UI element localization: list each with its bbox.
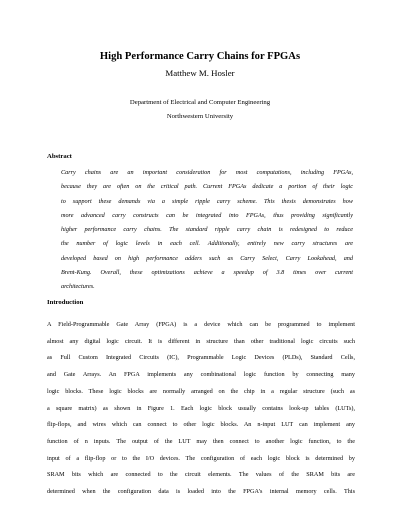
introduction-line: flip-flops, and wires which can connect to other logic blocks. An n-input LUT can implement any bbox=[47, 421, 355, 429]
introduction-body bbox=[47, 317, 355, 501]
introduction-line: as Full Custom Integrated Circuits (IC), Programmable Logic Devices (PLDs), Standard Cells, bbox=[47, 354, 355, 362]
introduction-line: A Field-Programmable Gate Array (FPGA) is a device which can be programmed to implement bbox=[47, 321, 355, 328]
paper-title: High Performance Carry Chains for FPGAs bbox=[99, 51, 301, 62]
abstract-line: to support these demands via a simple ripple carry scheme. This thesis demonstrates how bbox=[61, 197, 353, 205]
affiliation-university: Northwestern University bbox=[166, 113, 234, 120]
introduction-line: determined when the configuration data is loaded into the FPGA's internal memory cells. This bbox=[47, 488, 355, 496]
introduction-line: and Gate Arrays. An FPGA implements any combinational logic function by connecting many bbox=[47, 371, 355, 379]
abstract-line: higher performance carry chains. The standard ripple carry chain is redesigned to reduce bbox=[61, 226, 353, 234]
introduction-heading: Introduction bbox=[47, 299, 84, 306]
introduction-line: a square matrix) as shown in Figure 1. Each logic block usually contains look-up tables (LUTs), bbox=[47, 404, 355, 412]
abstract-line: because they are often on the critical path. Current FPGAs dedicate a portion of their logic bbox=[61, 183, 353, 191]
introduction-line: almost any digital logic circuit. It is different in structure than other traditional logic circuits such bbox=[47, 337, 355, 345]
abstract-heading: Abstract bbox=[47, 153, 72, 160]
introduction-line: logic blocks. These logic blocks are normally arranged on the chip in a regular structure (such as bbox=[47, 387, 355, 395]
abstract-line: developed based on high performance adders such as Carry Select, Carry Lookahead, and bbox=[61, 254, 353, 262]
abstract-line: more advanced carry constructs can be integrated into FPGAs, thus providing significantly bbox=[61, 211, 353, 219]
abstract-line: the number of logic levels in each cell. Additionally, entirely new carry structures are bbox=[61, 240, 353, 248]
abstract-line: Carry chains are an important consideration for most computations, including FPGAs, bbox=[61, 169, 353, 176]
affiliation bbox=[0, 96, 400, 124]
author-name: Matthew M. Hosler bbox=[165, 68, 235, 78]
affiliation-department: Department of Electrical and Computer Engineering bbox=[129, 99, 271, 106]
introduction-line: SRAM bits which are connected to the circuit elements. The values of the SRAM bits are bbox=[47, 471, 355, 479]
introduction-line: input of a flip-flop or to the I/O devices. The configuration of each logic block is determined by bbox=[47, 454, 355, 462]
abstract-line: architectures. bbox=[61, 283, 95, 291]
introduction-line: function of n inputs. The output of the LUT may then connect to another logic function, to the bbox=[47, 437, 355, 445]
abstract-line: Brent-Kung. Overall, these optimizations achieve a speedup of 3.8 times over current bbox=[61, 269, 353, 277]
abstract-body bbox=[61, 166, 353, 295]
